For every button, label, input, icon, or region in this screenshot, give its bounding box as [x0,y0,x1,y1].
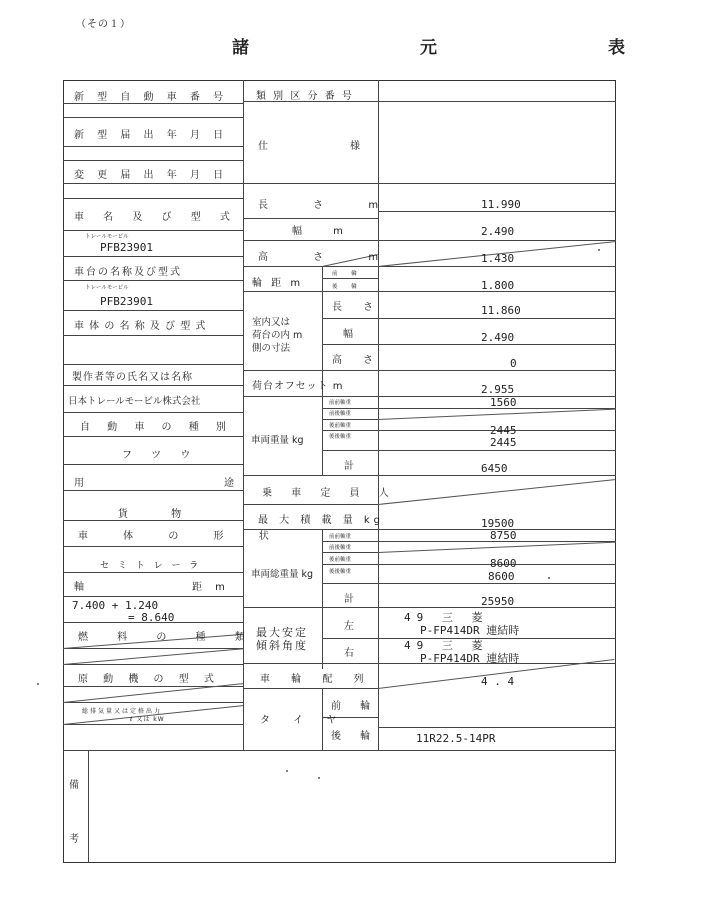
label-tread-rear: 後 輪 [332,284,363,290]
value-rr-axle: 2445 [490,436,517,449]
rule [243,396,378,397]
label-tire-rear: 後 輪 [331,731,379,742]
value-use: 貨 物 [118,509,202,520]
rule [63,364,243,365]
label-maker: 製作者等の氏名又は名称 [72,372,193,383]
label-height: 高 さ m [258,252,400,263]
rule [243,291,378,292]
label-tilt-left: 左 [344,621,354,632]
rule [63,436,243,437]
label-vehicle-kind: 自 動 車 の 種 別 [80,422,233,433]
value-inner-width: 2.490 [481,331,515,344]
label-offset: 荷台オフセット m [252,381,344,392]
value-axle-1: 7.400 + 1.240 [72,599,159,612]
scan-speck [318,777,320,779]
rule [378,240,616,241]
value-wheel-layout: 4 . 4 [481,675,515,688]
divider-right-sub-2 [322,529,323,669]
rule [322,450,378,451]
rule [378,183,616,184]
value-height: 1.430 [481,252,515,265]
label-engine-type: 原 動 機 の 型 式 [78,674,220,685]
rule [378,344,616,345]
rule [243,607,378,608]
value-gross-rr-axle: 8600 [488,570,515,583]
rule [63,702,243,703]
value-tilt-right-2: P-FP414DR 連結時 [420,652,520,665]
label-new-model-date: 新 型 届 出 年 月 日 [74,130,229,141]
value-weight-total: 6450 [481,462,508,475]
rule [378,450,616,451]
rule [378,583,616,584]
value-rf-axle: 2445 [490,424,517,437]
label-gross-ff-axle: 前前軸重 [329,534,352,540]
rule [243,504,378,505]
rule [63,280,243,281]
label-inner-dims-2: 荷台の内 m [252,330,303,341]
label-rr-axle: 後後軸重 [329,434,352,440]
value-length: 11.990 [481,198,521,211]
rule [63,648,243,649]
value-tilt-left-2: P-FP414DR 連結時 [420,624,520,637]
value-maker: 日本トレールモービル株式会社 [68,396,201,407]
value-body-shape: セ ミ ト レ ー ラ [100,561,202,571]
label-spec-a: 仕 [258,141,268,152]
rule [63,572,243,573]
rule [322,541,378,542]
label-vehicle-name-small: トレールモービル [85,234,129,240]
label-tire: タ イ ヤ [260,715,347,726]
rule [378,211,616,212]
label-remarks-b: 考 [69,834,79,845]
rule [243,370,378,371]
rule [63,335,243,336]
rule [378,727,616,728]
label-gross-weight: 車両総重量 kg [251,569,314,580]
rule [63,464,243,465]
label-axle-b: 距 m [192,582,230,593]
rule [63,160,243,161]
label-max-load: 最 大 積 載 量 kg [258,515,385,526]
label-body-name-type: 車 体 の 名 称 及 び 型 式 [74,321,207,332]
rule [63,385,243,386]
label-gross-total: 計 [344,594,354,605]
rule [243,663,378,664]
rule [322,552,378,553]
label-ff-axle: 前前軸重 [329,400,352,406]
value-tilt-right-1: 49 三 菱 [404,639,489,652]
label-use-a: 用 [74,478,84,489]
scan-speck [548,577,550,579]
rule [63,546,243,547]
rule [63,146,243,147]
label-gross-rr-axle: 後後軸重 [329,569,352,575]
label-tread-front: 前 輪 [332,271,363,277]
rule [63,724,243,725]
label-body-shape: 車 体 の 形 状 [78,531,285,542]
label-axle-a: 軸 [74,582,84,593]
value-tread-rear: 1.800 [481,279,515,292]
label-width: 幅 m [292,226,357,237]
label-capacity: 乗 車 定 員 人 [262,488,397,499]
value-inner-length: 11.860 [481,304,521,317]
label-engine-output-unit: ℓ 又は kW [130,716,165,723]
rule [243,218,378,219]
label-tire-front: 前 輪 [331,701,379,712]
label-inner-dims-1: 室内又は [252,317,291,328]
label-length: 長 さ m [258,200,400,211]
value-gross-rf-axle: 8600 [490,557,517,570]
label-vehicle-weight: 車両重量 kg [251,435,304,446]
rule [243,266,378,267]
rule [63,490,243,491]
rule [63,596,243,597]
value-axle-2: = 8.640 [128,611,175,624]
label-use-b: 途 [224,478,234,489]
label-gross-rf-axle: 後前軸重 [329,557,352,563]
divider-left-right [243,80,244,750]
rule [243,183,378,184]
document-title: 諸 元 表 [232,38,702,58]
rule [63,750,616,751]
label-inner-width: 幅 [343,329,353,340]
value-vehicle-type: PFB23901 [100,241,153,254]
rule [63,198,243,199]
divider-right-value [378,80,379,750]
label-rf-axle: 後前軸重 [329,423,352,429]
value-chassis-type: PFB23901 [100,295,153,308]
rule [243,475,378,476]
label-vehicle-name-type: 車 名 及 び 型 式 [74,212,238,223]
value-offset: 2.955 [481,383,515,396]
label-spec-b: 様 [350,141,360,152]
rule [322,638,378,639]
rule [322,419,378,420]
label-gross-fr-axle: 前後軸重 [329,545,352,551]
rule [322,430,378,431]
label-change-date: 変 更 届 出 年 月 日 [74,170,229,181]
label-engine-output: 総排気量又は定格出力 [82,708,163,715]
value-tire-rear: 11R22.5-14PR [416,732,496,745]
rule [322,564,378,565]
value-inner-height: 0 [510,357,517,370]
label-wheel-layout: 車 輪 配 列 [260,674,373,685]
scan-speck [598,249,600,251]
rule [63,256,243,257]
value-max-load: 19500 [481,517,515,530]
label-tilt-1: 最大安定 [256,626,308,639]
label-tilt-right: 右 [344,648,354,659]
rule [63,183,243,184]
label-inner-height: 高 さ [332,355,383,366]
rule [378,475,616,476]
label-weight-total: 計 [344,461,354,472]
scan-speck [286,770,288,772]
value-gross-ff-axle: 8750 [490,529,517,542]
divider-remarks [88,750,89,863]
value-gross-total: 25950 [481,595,515,608]
rule [63,230,243,231]
value-vehicle-kind: フ ツ ウ [122,450,199,461]
rule [322,583,378,584]
rule [63,310,243,311]
rule [243,688,378,689]
label-chassis-name-small: トレールモービル [85,285,129,291]
rule [378,318,616,319]
rule [243,240,378,241]
label-inner-length: 長 さ [332,302,383,313]
label-chassis-name-type: 車台の名称及び型式 [74,267,182,278]
scan-speck [37,683,39,685]
rule [322,278,378,279]
rule [63,520,243,521]
rule [63,117,243,118]
value-ff-axle: 1560 [490,396,517,409]
label-category-no: 類 別 区 分 番 号 [256,91,354,102]
rule [378,370,616,371]
rule [63,103,243,104]
rule [378,266,616,267]
label-remarks-a: 備 [69,780,79,791]
rule [322,344,378,345]
label-fuel-kind: 燃 料 の 種 類 [78,632,258,643]
label-new-model-no: 新 型 自 動 車 番 号 [74,92,229,103]
page-label: （その１） [76,19,131,30]
rule [63,412,243,413]
label-fr-axle: 前後軸重 [329,411,352,417]
rule [322,318,378,319]
label-tilt-2: 傾斜角度 [256,639,308,652]
label-inner-dims-3: 側の寸法 [252,343,291,354]
label-tread: 輪 距 m [252,278,304,289]
value-tilt-left-1: 49 三 菱 [404,611,489,624]
value-width: 2.490 [481,225,515,238]
rule [63,664,243,665]
